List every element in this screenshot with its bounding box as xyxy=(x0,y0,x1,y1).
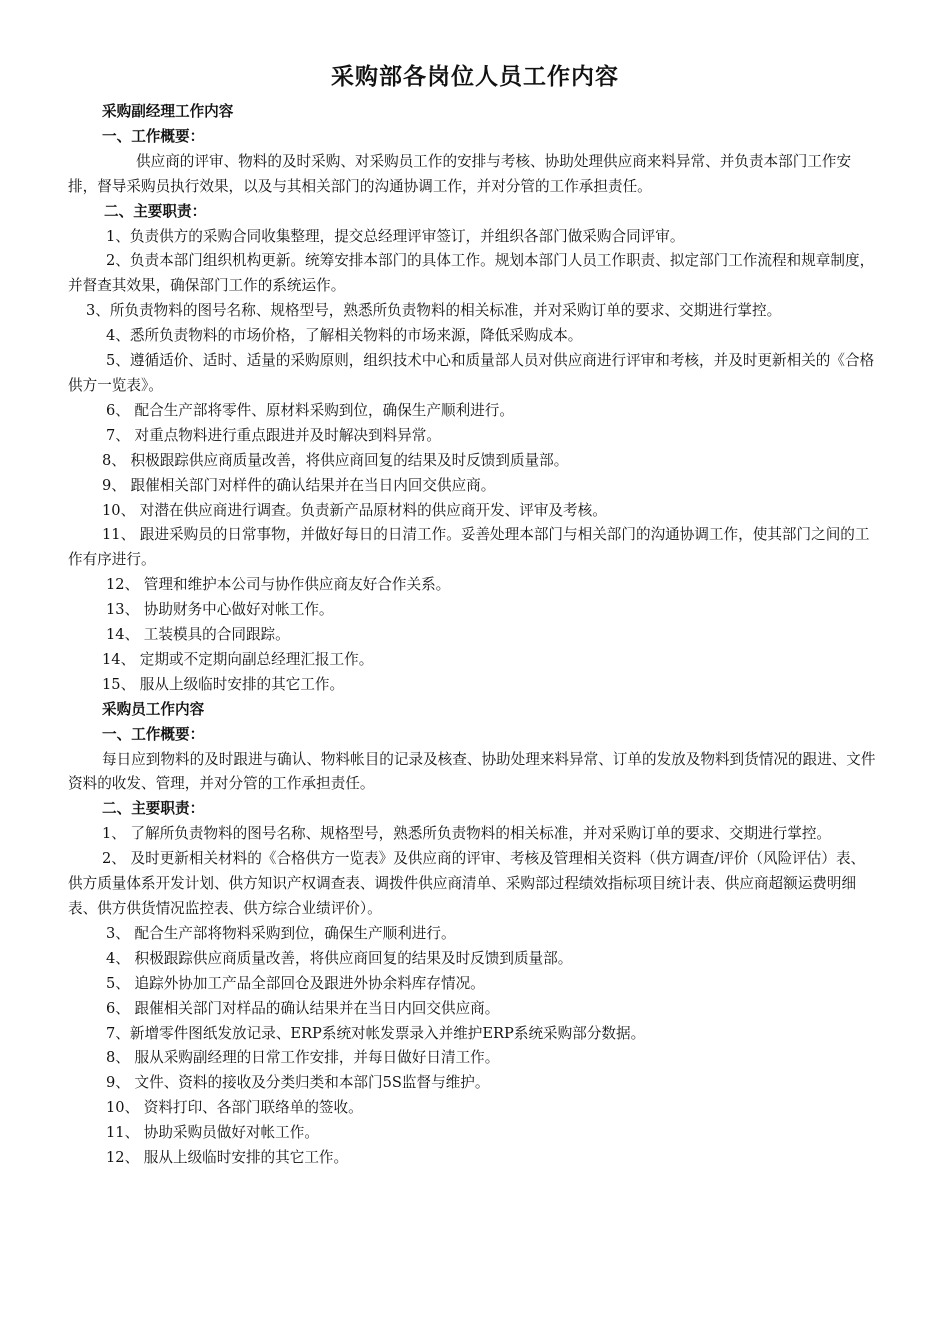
duty-item: 8、 积极跟踪供应商质量改善，将供应商回复的结果及时反馈到质量部。 xyxy=(102,451,569,469)
duty-item: 14、 工装模具的合同跟踪。 xyxy=(106,626,290,644)
duty-item: 5、 追踪外协加工产品全部回仓及跟进外协余料库存情况。 xyxy=(106,974,485,992)
duty-item: 10、 对潜在供应商进行调查。负责新产品原材料的供应商开发、评审及考核。 xyxy=(102,501,607,519)
overview-heading: 一、工作概要： xyxy=(102,725,205,743)
duty-item: 12、 管理和维护本公司与协作供应商友好合作关系。 xyxy=(106,576,451,594)
duty-item: 15、 服从上级临时安排的其它工作。 xyxy=(102,675,345,693)
duty-item: 1、 了解所负责物料的图号名称、规格型号，熟悉所负责物料的相关标准，并对采购订单的要求、交期进行掌控。 xyxy=(102,825,832,843)
duty-item: 11、 协助采购员做好对帐工作。 xyxy=(106,1124,319,1142)
duty-item: 11、 跟进采购员的日常事物，并做好每日的日清工作。妥善处理本部门与相关部门的沟通协调工作，使其部门之间的工作有序进行。 xyxy=(68,526,870,569)
duty-item: 14、 定期或不定期向副总经理汇报工作。 xyxy=(102,650,374,668)
overview-text: 每日应到物料的及时跟进与确认、物料帐目的记录及核查、协助处理来料异常、订单的发放及物料到货情况的跟进、文件资料的收发、管理，并对分管的工作承担责任。 xyxy=(68,750,876,793)
duty-item: 1、负责供方的采购合同收集整理，提交总经理评审签订，并组织各部门做采购合同评审。 xyxy=(106,227,685,245)
section-heading-deputy-manager: 采购副经理工作内容 xyxy=(102,103,234,120)
section-heading-purchaser: 采购员工作内容 xyxy=(102,700,205,718)
duty-item: 13、 协助财务中心做好对帐工作。 xyxy=(106,601,334,619)
overview-heading: 一、工作概要： xyxy=(102,127,205,145)
duty-item: 9、 文件、资料的接收及分类归类和本部门5S监督与维护。 xyxy=(106,1074,490,1092)
duty-item: 9、 跟催相关部门对样件的确认结果并在当日内回交供应商。 xyxy=(102,476,496,494)
document-body xyxy=(68,100,878,1171)
duties-heading: 二、主要职责： xyxy=(102,800,205,818)
duties-heading: 二、主要职责： xyxy=(104,202,207,220)
duty-item: 3、 配合生产部将物料采购到位，确保生产顺利进行。 xyxy=(106,924,456,942)
duty-item: 8、 服从采购副经理的日常工作安排，并每日做好日清工作。 xyxy=(106,1049,500,1067)
overview-text: 供应商的评审、物料的及时采购、对采购员工作的安排与考核、协助处理供应商来料异常、并负责本部门工作安排，督导采购员执行效果，以及与其相关部门的沟通协调工作，并对分管的工作承担责任。 xyxy=(68,152,852,195)
duty-item: 4、悉所负责物料的市场价格，了解相关物料的市场来源，降低采购成本。 xyxy=(106,327,583,345)
duty-item: 6、 配合生产部将零件、原材料采购到位，确保生产顺利进行。 xyxy=(106,401,514,419)
duty-item: 5、遵循适价、适时、适量的采购原则，组织技术中心和质量部人员对供应商进行评审和考核，并及时更新相关的《合格供方一览表》。 xyxy=(68,352,875,394)
duty-item: 4、 积极跟踪供应商质量改善，将供应商回复的结果及时反馈到质量部。 xyxy=(106,949,573,967)
duty-item: 12、 服从上级临时安排的其它工作。 xyxy=(106,1149,349,1167)
duty-item: 10、 资料打印、各部门联络单的签收。 xyxy=(106,1099,363,1117)
page-title: 采购部各岗位人员工作内容 xyxy=(331,63,619,90)
duty-item: 2、 及时更新相关材料的《合格供方一览表》及供应商的评审、考核及管理相关资料（供方调查/评价（风险评估）表、供方质量体系开发计划、供方知识产权调查表、调拨件供应商清单、采购部过程绩效指标项目统计表、供应商超额运费明细表、供方供货情况监控表、供方综合业绩评价）。 xyxy=(68,850,866,917)
duty-item: 7、新增零件图纸发放记录、ERP系统对帐发票录入并维护ERP系统采购部分数据。 xyxy=(106,1024,646,1042)
duty-item: 3、所负责物料的图号名称、规格型号，熟悉所负责物料的相关标准，并对采购订单的要求、交期进行掌控。 xyxy=(86,302,782,320)
duty-item: 6、 跟催相关部门对样品的确认结果并在当日内回交供应商。 xyxy=(106,999,500,1017)
duty-item: 2、负责本部门组织机构更新。统筹安排本部门的具体工作。规划本部门人员工作职责、拟定部门工作流程和规章制度，并督查其效果，确保部门工作的系统运作。 xyxy=(68,252,875,295)
duty-item: 7、 对重点物料进行重点跟进并及时解决到料异常。 xyxy=(106,426,441,444)
